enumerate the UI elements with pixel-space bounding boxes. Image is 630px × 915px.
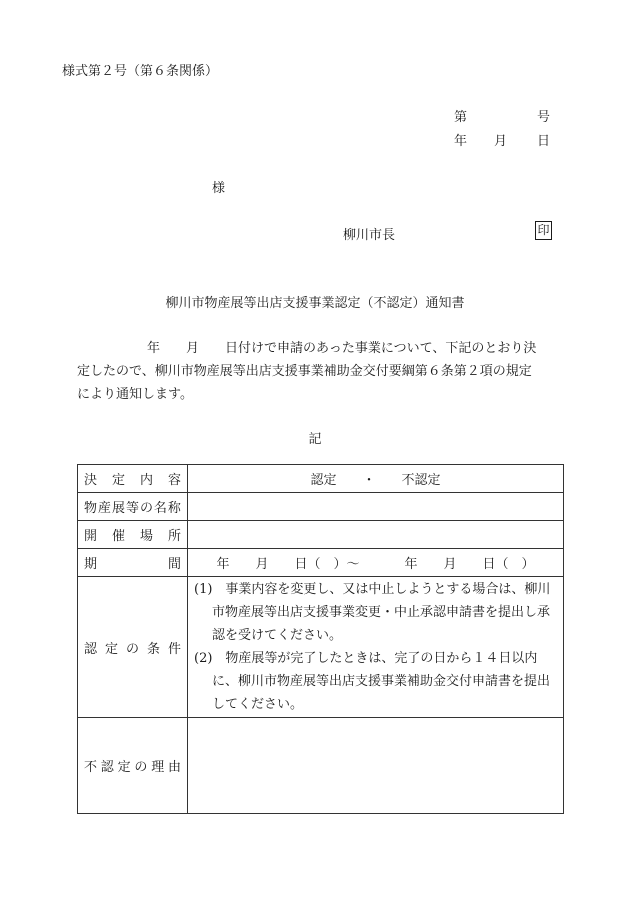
label-text	[84, 469, 181, 488]
period-end: 年 月 日（ ）	[404, 557, 535, 572]
label-char: 場	[139, 529, 153, 544]
period-range	[194, 553, 557, 572]
label-char: 所	[167, 529, 181, 544]
label-char: 理	[151, 760, 165, 775]
table-row	[78, 549, 564, 577]
label-char: 条	[146, 641, 160, 657]
label-text	[84, 553, 181, 572]
label-char: 定	[104, 641, 118, 657]
rejection-reason-value	[188, 718, 564, 814]
body-line-1: 年 月 日付けで申請のあった事業について、下記のとおり決	[147, 341, 537, 356]
table-row	[78, 718, 564, 814]
body-line-3: により通知します。	[77, 387, 193, 402]
label-char: 等	[125, 501, 139, 516]
document-number	[454, 106, 550, 124]
period-value	[188, 549, 564, 577]
period-start: 年 月 日（ ）～	[216, 557, 360, 572]
label-char: 定	[111, 473, 125, 488]
form-number-label: 様式第２号（第６条関係）	[62, 64, 219, 79]
label-char: 物	[84, 501, 98, 516]
venue-value	[188, 521, 564, 549]
document-date	[454, 130, 550, 148]
date-year: 年	[454, 134, 468, 149]
label-char: 定	[117, 760, 131, 775]
number-suffix: 号	[536, 110, 550, 125]
date-day: 日	[536, 134, 550, 149]
ki-heading: 記	[308, 432, 322, 447]
label-char: 不	[84, 760, 98, 775]
label-char: 名	[153, 501, 167, 516]
body-paragraph	[77, 337, 567, 406]
label-char: 認	[84, 641, 98, 657]
table-row	[78, 493, 564, 521]
number-prefix: 第	[454, 110, 468, 125]
label-char: 認	[100, 760, 114, 775]
document-title: 柳川市物産展等出店支援事業認定（不認定）通知書	[165, 296, 465, 311]
decision-content-value: 認定 ・ 不認定	[188, 465, 564, 493]
label-char: 決	[84, 473, 98, 488]
label-char: 間	[167, 557, 181, 572]
label-char: 期	[84, 557, 98, 572]
label-char: の	[134, 760, 148, 775]
label-char: 開	[84, 529, 98, 544]
label-text	[84, 638, 181, 657]
issuer-name: 柳川市長	[343, 228, 396, 243]
label-text	[84, 525, 181, 544]
table-row	[78, 577, 564, 718]
table-row	[78, 521, 564, 549]
venue-label	[78, 521, 188, 549]
period-label	[78, 549, 188, 577]
rejection-reason-label	[78, 718, 188, 814]
label-char: 由	[167, 760, 181, 775]
table-row	[78, 465, 564, 493]
label-char: 内	[139, 473, 153, 488]
seal-mark: 印	[535, 221, 552, 240]
event-name-value	[188, 493, 564, 521]
date-month: 月	[494, 134, 508, 149]
event-name-label	[78, 493, 188, 521]
label-char: 催	[111, 529, 125, 544]
label-char: 容	[167, 473, 181, 488]
label-char: の	[139, 501, 153, 516]
recipient-honorific: 様	[212, 181, 226, 196]
body-line-2: 定したので、柳川市物産展等出店支援事業補助金交付要綱第６条第２項の規定	[77, 364, 532, 379]
condition-item-2: (2) 物産展等が完了したときは、完了の日から１４日以内に、柳川市物産展等出店支援事業補助金交付申請書を提出してください。	[194, 651, 551, 712]
label-char: 称	[167, 501, 181, 516]
label-char: 産	[97, 501, 111, 516]
label-char: の	[125, 641, 139, 657]
condition-item-1: (1) 事業内容を変更し、又は中止しようとする場合は、柳川市物産展等出店支援事業変更・中止承認申請書を提出し承認を受けてください。	[194, 582, 551, 643]
label-char: 展	[111, 501, 125, 516]
decision-content-label	[78, 465, 188, 493]
conditions-label	[78, 577, 188, 718]
label-text	[84, 497, 181, 516]
label-char: 件	[167, 641, 181, 657]
label-text	[84, 756, 181, 775]
decision-table	[77, 464, 564, 814]
conditions-value	[188, 577, 564, 718]
